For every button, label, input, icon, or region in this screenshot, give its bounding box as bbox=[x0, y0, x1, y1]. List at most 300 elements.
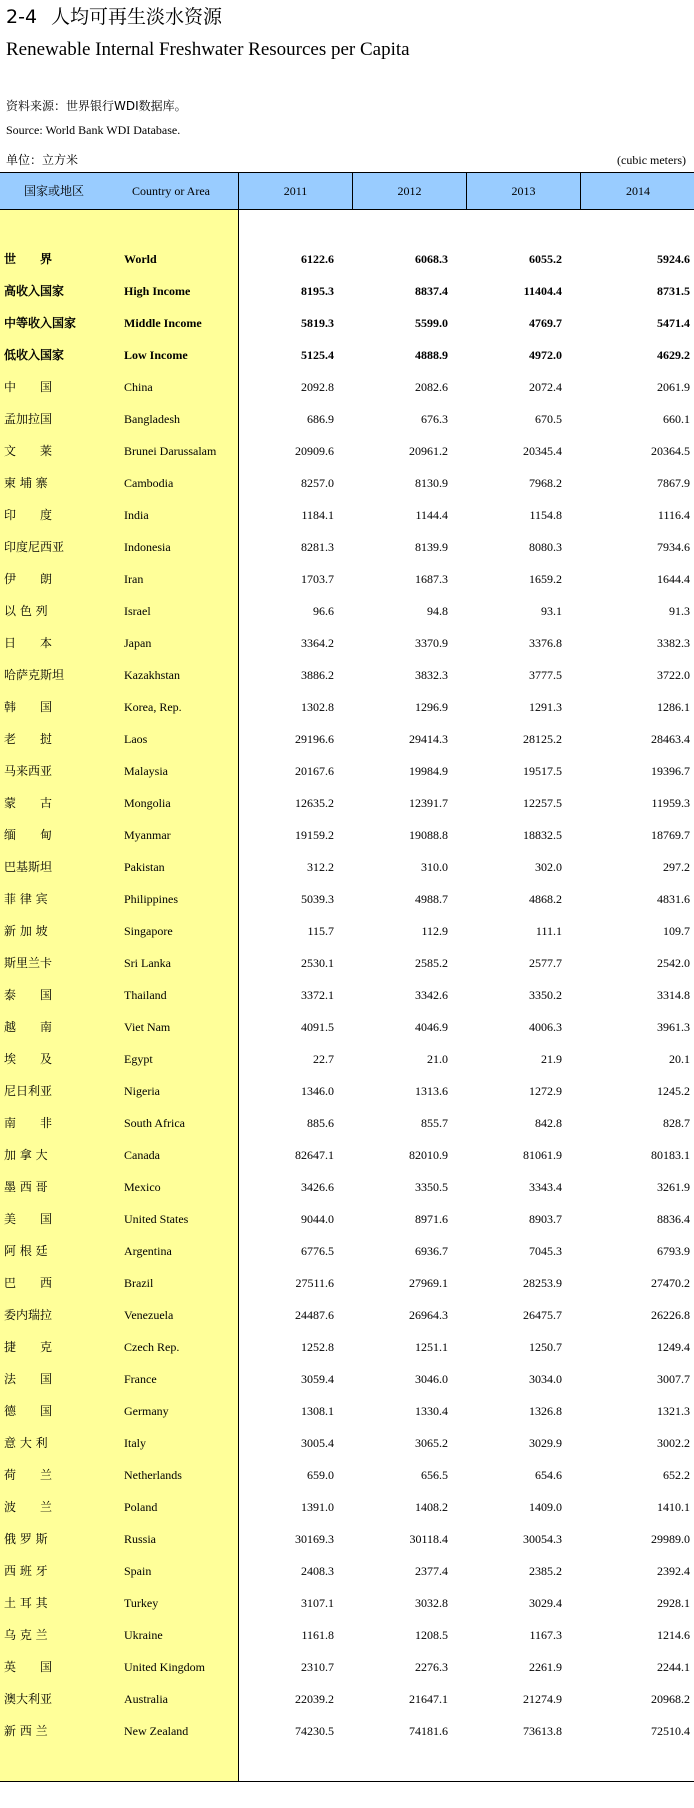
source-note-en: Source: World Bank WDI Database. bbox=[6, 123, 181, 137]
value-2013: 21.9 bbox=[541, 1052, 562, 1066]
table-row bbox=[0, 755, 694, 787]
value-2011: 3886.2 bbox=[301, 668, 334, 682]
country-name-cn: 伊 朗 bbox=[4, 572, 53, 586]
table-row bbox=[0, 243, 694, 275]
table-row bbox=[0, 787, 694, 819]
value-2011: 885.6 bbox=[307, 1116, 334, 1130]
table-row bbox=[0, 1139, 694, 1171]
value-2012: 3350.5 bbox=[415, 1180, 448, 1194]
table-row bbox=[0, 947, 694, 979]
value-2014: 18769.7 bbox=[651, 828, 690, 842]
value-2012: 8837.4 bbox=[415, 284, 448, 298]
value-2012: 8130.9 bbox=[415, 476, 448, 490]
country-name-cn: 中 国 bbox=[4, 380, 53, 394]
value-2013: 81061.9 bbox=[523, 1148, 562, 1162]
country-name-en: Egypt bbox=[124, 1052, 153, 1066]
table-body bbox=[0, 243, 694, 1747]
value-2013: 4868.2 bbox=[529, 892, 562, 906]
value-2013: 3029.4 bbox=[529, 1596, 562, 1610]
value-2014: 29989.0 bbox=[651, 1532, 690, 1546]
value-2012: 8139.9 bbox=[415, 540, 448, 554]
country-name-en: Venezuela bbox=[124, 1308, 174, 1322]
value-2014: 8731.5 bbox=[657, 284, 690, 298]
value-2014: 3007.7 bbox=[657, 1372, 690, 1386]
country-name-cn: 捷 克 bbox=[4, 1340, 53, 1354]
value-2013: 30054.3 bbox=[523, 1532, 562, 1546]
value-2014: 5471.4 bbox=[657, 316, 690, 330]
country-name-en: Netherlands bbox=[124, 1468, 182, 1482]
country-name-en: Nigeria bbox=[124, 1084, 160, 1098]
value-2011: 22.7 bbox=[313, 1052, 334, 1066]
value-2014: 109.7 bbox=[663, 924, 690, 938]
value-2013: 21274.9 bbox=[523, 1692, 562, 1706]
country-name-en: Bangladesh bbox=[124, 412, 180, 426]
value-2014: 3314.8 bbox=[657, 988, 690, 1002]
country-name-en: Kazakhstan bbox=[124, 668, 180, 682]
country-name-cn: 荷 兰 bbox=[4, 1468, 53, 1482]
country-name-en: Brunei Darussalam bbox=[124, 444, 217, 458]
value-2012: 21.0 bbox=[427, 1052, 448, 1066]
country-name-en: India bbox=[124, 508, 149, 522]
country-name-cn: 南 非 bbox=[4, 1116, 53, 1130]
country-name-cn: 世 界 bbox=[4, 252, 53, 266]
value-2011: 6122.6 bbox=[301, 252, 334, 266]
value-2012: 1296.9 bbox=[415, 700, 448, 714]
value-2014: 3002.2 bbox=[657, 1436, 690, 1450]
value-2013: 8080.3 bbox=[529, 540, 562, 554]
table-row bbox=[0, 1395, 694, 1427]
country-name-cn: 尼日利亚 bbox=[4, 1084, 53, 1098]
value-2014: 28463.4 bbox=[651, 732, 690, 746]
table-row bbox=[0, 1491, 694, 1523]
value-2011: 115.7 bbox=[307, 924, 334, 938]
data-table bbox=[0, 172, 694, 1782]
country-name-en: New Zealand bbox=[124, 1724, 189, 1738]
table-row bbox=[0, 1363, 694, 1395]
value-2011: 29196.6 bbox=[295, 732, 334, 746]
value-2012: 2082.6 bbox=[415, 380, 448, 394]
value-2012: 3065.2 bbox=[415, 1436, 448, 1450]
value-2012: 5599.0 bbox=[415, 316, 448, 330]
value-2014: 20968.2 bbox=[651, 1692, 690, 1706]
country-name-en: United States bbox=[124, 1212, 189, 1226]
value-2012: 30118.4 bbox=[409, 1532, 448, 1546]
table-row bbox=[0, 1619, 694, 1651]
value-2011: 8281.3 bbox=[301, 540, 334, 554]
value-2012: 112.9 bbox=[421, 924, 448, 938]
table-number: 2-4 bbox=[6, 6, 38, 28]
value-2013: 670.5 bbox=[535, 412, 562, 426]
value-2014: 6793.9 bbox=[657, 1244, 690, 1258]
country-name-cn: 蒙 古 bbox=[4, 796, 53, 810]
country-name-en: Czech Rep. bbox=[124, 1340, 180, 1354]
value-2012: 3046.0 bbox=[415, 1372, 448, 1386]
table-row bbox=[0, 723, 694, 755]
country-name-en: Philippines bbox=[124, 892, 179, 906]
header-country-en: Country or Area bbox=[132, 184, 210, 198]
value-2013: 842.8 bbox=[535, 1116, 562, 1130]
country-name-en: Germany bbox=[124, 1404, 169, 1418]
value-2012: 1313.6 bbox=[415, 1084, 448, 1098]
value-2012: 3342.6 bbox=[415, 988, 448, 1002]
value-2013: 6055.2 bbox=[529, 252, 562, 266]
table-row bbox=[0, 883, 694, 915]
value-2011: 96.6 bbox=[313, 604, 334, 618]
country-name-cn: 阿 根 廷 bbox=[4, 1244, 48, 1258]
country-name-cn: 新 加 坡 bbox=[4, 924, 48, 938]
value-2011: 8257.0 bbox=[301, 476, 334, 490]
value-2014: 2392.4 bbox=[657, 1564, 690, 1578]
country-name-en: United Kingdom bbox=[124, 1660, 205, 1674]
value-2013: 1326.8 bbox=[529, 1404, 562, 1418]
value-2011: 4091.5 bbox=[301, 1020, 334, 1034]
table-row bbox=[0, 627, 694, 659]
value-2014: 20364.5 bbox=[651, 444, 690, 458]
country-name-cn: 越 南 bbox=[4, 1020, 53, 1034]
value-2011: 659.0 bbox=[307, 1468, 334, 1482]
table-row bbox=[0, 1267, 694, 1299]
value-2014: 1286.1 bbox=[657, 700, 690, 714]
value-2011: 5039.3 bbox=[301, 892, 334, 906]
table-row bbox=[0, 307, 694, 339]
value-2012: 74181.6 bbox=[409, 1724, 448, 1738]
country-name-en: Indonesia bbox=[124, 540, 171, 554]
value-2011: 20167.6 bbox=[295, 764, 334, 778]
country-name-cn: 埃 及 bbox=[4, 1052, 53, 1066]
value-2014: 2061.9 bbox=[657, 380, 690, 394]
table-row bbox=[0, 1203, 694, 1235]
value-2013: 1291.3 bbox=[529, 700, 562, 714]
value-2013: 3343.4 bbox=[529, 1180, 562, 1194]
value-2013: 7968.2 bbox=[529, 476, 562, 490]
value-2013: 4972.0 bbox=[529, 348, 562, 362]
country-name-cn: 西 班 牙 bbox=[4, 1564, 48, 1578]
table-row bbox=[0, 1523, 694, 1555]
table-row bbox=[0, 979, 694, 1011]
value-2013: 1409.0 bbox=[529, 1500, 562, 1514]
value-2012: 94.8 bbox=[427, 604, 448, 618]
value-2013: 3376.8 bbox=[529, 636, 562, 650]
value-2014: 828.7 bbox=[663, 1116, 690, 1130]
value-2012: 12391.7 bbox=[409, 796, 448, 810]
table-row bbox=[0, 403, 694, 435]
country-name-cn: 乌 克 兰 bbox=[4, 1628, 48, 1642]
value-2011: 3364.2 bbox=[301, 636, 334, 650]
value-2013: 654.6 bbox=[535, 1468, 562, 1482]
country-name-en: China bbox=[124, 380, 153, 394]
value-2013: 3029.9 bbox=[529, 1436, 562, 1450]
header-year-2014: 2014 bbox=[580, 173, 694, 209]
country-name-cn: 孟加拉国 bbox=[4, 412, 53, 426]
value-2013: 12257.5 bbox=[523, 796, 562, 810]
value-2011: 12635.2 bbox=[295, 796, 334, 810]
value-2014: 1410.1 bbox=[657, 1500, 690, 1514]
value-2013: 4006.3 bbox=[529, 1020, 562, 1034]
value-2012: 26964.3 bbox=[409, 1308, 448, 1322]
value-2012: 8971.6 bbox=[415, 1212, 448, 1226]
table-row bbox=[0, 1107, 694, 1139]
table-row bbox=[0, 1299, 694, 1331]
value-2014: 3261.9 bbox=[657, 1180, 690, 1194]
value-2014: 3382.3 bbox=[657, 636, 690, 650]
country-name-cn: 新 西 兰 bbox=[4, 1724, 48, 1738]
table-row bbox=[0, 1043, 694, 1075]
value-2012: 1144.4 bbox=[415, 508, 448, 522]
value-2012: 2377.4 bbox=[415, 1564, 448, 1578]
value-2011: 1252.8 bbox=[301, 1340, 334, 1354]
table-row bbox=[0, 1331, 694, 1363]
value-2014: 660.1 bbox=[663, 412, 690, 426]
country-name-cn: 波 兰 bbox=[4, 1500, 53, 1514]
value-2013: 28253.9 bbox=[523, 1276, 562, 1290]
country-name-cn: 中等收入国家 bbox=[4, 316, 77, 330]
page-title-cn bbox=[6, 4, 222, 30]
value-2013: 2577.7 bbox=[529, 956, 562, 970]
value-2012: 1687.3 bbox=[415, 572, 448, 586]
table-row bbox=[0, 1075, 694, 1107]
value-2013: 7045.3 bbox=[529, 1244, 562, 1258]
country-name-cn: 缅 甸 bbox=[4, 828, 53, 842]
header-year-2011: 2011 bbox=[238, 173, 352, 209]
country-name-cn: 高收入国家 bbox=[4, 284, 65, 298]
value-2014: 652.2 bbox=[663, 1468, 690, 1482]
value-2013: 19517.5 bbox=[523, 764, 562, 778]
table-row bbox=[0, 691, 694, 723]
country-name-cn: 英 国 bbox=[4, 1660, 53, 1674]
country-name-cn: 马来西亚 bbox=[4, 764, 53, 778]
value-2013: 1167.3 bbox=[529, 1628, 562, 1642]
value-2013: 1250.7 bbox=[529, 1340, 562, 1354]
table-row bbox=[0, 915, 694, 947]
country-name-en: France bbox=[124, 1372, 157, 1386]
value-2014: 7934.6 bbox=[657, 540, 690, 554]
value-2011: 1703.7 bbox=[301, 572, 334, 586]
country-name-en: Italy bbox=[124, 1436, 146, 1450]
country-name-cn: 韩 国 bbox=[4, 700, 53, 714]
value-2014: 19396.7 bbox=[651, 764, 690, 778]
value-2014: 3961.3 bbox=[657, 1020, 690, 1034]
value-2013: 26475.7 bbox=[523, 1308, 562, 1322]
value-2011: 22039.2 bbox=[295, 1692, 334, 1706]
value-2012: 310.0 bbox=[421, 860, 448, 874]
value-2011: 3005.4 bbox=[301, 1436, 334, 1450]
country-name-en: Malaysia bbox=[124, 764, 168, 778]
value-2012: 4888.9 bbox=[415, 348, 448, 362]
value-2014: 1116.4 bbox=[657, 508, 690, 522]
value-2011: 27511.6 bbox=[295, 1276, 334, 1290]
country-name-cn: 巴基斯坦 bbox=[4, 860, 53, 874]
value-2012: 3370.9 bbox=[415, 636, 448, 650]
value-2014: 3722.0 bbox=[657, 668, 690, 682]
country-name-cn: 老 挝 bbox=[4, 732, 53, 746]
value-2013: 2072.4 bbox=[529, 380, 562, 394]
value-2013: 1272.9 bbox=[529, 1084, 562, 1098]
country-name-en: Canada bbox=[124, 1148, 160, 1162]
value-2014: 11959.3 bbox=[651, 796, 690, 810]
value-2013: 18832.5 bbox=[523, 828, 562, 842]
value-2012: 2276.3 bbox=[415, 1660, 448, 1674]
value-2011: 8195.3 bbox=[301, 284, 334, 298]
country-name-en: South Africa bbox=[124, 1116, 185, 1130]
value-2011: 24487.6 bbox=[295, 1308, 334, 1322]
value-2011: 312.2 bbox=[307, 860, 334, 874]
value-2012: 4046.9 bbox=[415, 1020, 448, 1034]
country-name-en: Iran bbox=[124, 572, 144, 586]
country-name-en: Myanmar bbox=[124, 828, 171, 842]
value-2011: 686.9 bbox=[307, 412, 334, 426]
value-2011: 30169.3 bbox=[295, 1532, 334, 1546]
table-row bbox=[0, 1555, 694, 1587]
value-2013: 302.0 bbox=[535, 860, 562, 874]
value-2014: 4831.6 bbox=[657, 892, 690, 906]
value-2013: 11404.4 bbox=[523, 284, 562, 298]
table-row bbox=[0, 371, 694, 403]
country-name-cn: 加 拿 大 bbox=[4, 1148, 48, 1162]
value-2012: 855.7 bbox=[421, 1116, 448, 1130]
value-2012: 1208.5 bbox=[415, 1628, 448, 1642]
value-2012: 4988.7 bbox=[415, 892, 448, 906]
value-2011: 3107.1 bbox=[301, 1596, 334, 1610]
value-2013: 2385.2 bbox=[529, 1564, 562, 1578]
country-name-en: Japan bbox=[124, 636, 152, 650]
table-row bbox=[0, 659, 694, 691]
value-2012: 82010.9 bbox=[409, 1148, 448, 1162]
value-2014: 1644.4 bbox=[657, 572, 690, 586]
value-2014: 27470.2 bbox=[651, 1276, 690, 1290]
value-2014: 80183.1 bbox=[651, 1148, 690, 1162]
value-2014: 1245.2 bbox=[657, 1084, 690, 1098]
country-name-cn: 巴 西 bbox=[4, 1276, 53, 1290]
table-row bbox=[0, 1651, 694, 1683]
value-2014: 4629.2 bbox=[657, 348, 690, 362]
country-name-en: Cambodia bbox=[124, 476, 174, 490]
value-2012: 20961.2 bbox=[409, 444, 448, 458]
value-2011: 3426.6 bbox=[301, 1180, 334, 1194]
table-row bbox=[0, 275, 694, 307]
country-name-en: Laos bbox=[124, 732, 148, 746]
value-2013: 93.1 bbox=[541, 604, 562, 618]
value-2012: 3832.3 bbox=[415, 668, 448, 682]
country-name-en: Low Income bbox=[124, 348, 188, 362]
value-2014: 20.1 bbox=[669, 1052, 690, 1066]
value-2012: 1330.4 bbox=[415, 1404, 448, 1418]
value-2011: 20909.6 bbox=[295, 444, 334, 458]
value-2011: 82647.1 bbox=[295, 1148, 334, 1162]
country-name-en: World bbox=[124, 252, 157, 266]
table-row bbox=[0, 819, 694, 851]
country-name-cn: 菲 律 宾 bbox=[4, 892, 48, 906]
country-name-en: Mexico bbox=[124, 1180, 161, 1194]
value-2011: 2530.1 bbox=[301, 956, 334, 970]
value-2011: 1184.1 bbox=[301, 508, 334, 522]
country-name-cn: 日 本 bbox=[4, 636, 53, 650]
table-row bbox=[0, 435, 694, 467]
value-2013: 3350.2 bbox=[529, 988, 562, 1002]
country-name-en: Thailand bbox=[124, 988, 167, 1002]
country-name-cn: 土 耳 其 bbox=[4, 1596, 48, 1610]
country-name-cn: 哈萨克斯坦 bbox=[4, 668, 65, 682]
value-2012: 2585.2 bbox=[415, 956, 448, 970]
title-cn-text: 人均可再生淡水资源 bbox=[51, 6, 223, 28]
value-2011: 5125.4 bbox=[301, 348, 334, 362]
value-2011: 6776.5 bbox=[301, 1244, 334, 1258]
value-2014: 2244.1 bbox=[657, 1660, 690, 1674]
value-2014: 1321.3 bbox=[657, 1404, 690, 1418]
header-year-2012: 2012 bbox=[352, 173, 466, 209]
value-2014: 91.3 bbox=[669, 604, 690, 618]
country-name-cn: 委内瑞拉 bbox=[4, 1308, 53, 1322]
table-row bbox=[0, 467, 694, 499]
value-2013: 3777.5 bbox=[529, 668, 562, 682]
country-name-en: Brazil bbox=[124, 1276, 154, 1290]
value-2011: 5819.3 bbox=[301, 316, 334, 330]
value-2011: 9044.0 bbox=[301, 1212, 334, 1226]
country-name-cn: 印度尼西亚 bbox=[4, 540, 65, 554]
country-name-en: Mongolia bbox=[124, 796, 171, 810]
table-row bbox=[0, 1171, 694, 1203]
value-2011: 3059.4 bbox=[301, 1372, 334, 1386]
country-name-en: Pakistan bbox=[124, 860, 165, 874]
value-2011: 2310.7 bbox=[301, 1660, 334, 1674]
value-2012: 21647.1 bbox=[409, 1692, 448, 1706]
value-2014: 297.2 bbox=[663, 860, 690, 874]
value-2013: 28125.2 bbox=[523, 732, 562, 746]
value-2014: 2928.1 bbox=[657, 1596, 690, 1610]
value-2011: 1391.0 bbox=[301, 1500, 334, 1514]
table-row bbox=[0, 1427, 694, 1459]
header-year-2013: 2013 bbox=[466, 173, 580, 209]
country-name-cn: 意 大 利 bbox=[4, 1436, 48, 1450]
unit-label-en: (cubic meters) bbox=[617, 153, 686, 167]
country-name-cn: 低收入国家 bbox=[4, 348, 65, 362]
value-2011: 1346.0 bbox=[301, 1084, 334, 1098]
value-2012: 6936.7 bbox=[415, 1244, 448, 1258]
value-2013: 1659.2 bbox=[529, 572, 562, 586]
value-2013: 1154.8 bbox=[529, 508, 562, 522]
value-2012: 1251.1 bbox=[415, 1340, 448, 1354]
table-row bbox=[0, 1587, 694, 1619]
country-name-en: Sri Lanka bbox=[124, 956, 171, 970]
value-2011: 2408.3 bbox=[301, 1564, 334, 1578]
value-2014: 2542.0 bbox=[657, 956, 690, 970]
value-2014: 7867.9 bbox=[657, 476, 690, 490]
value-2011: 19159.2 bbox=[295, 828, 334, 842]
value-2012: 1408.2 bbox=[415, 1500, 448, 1514]
country-name-en: Spain bbox=[124, 1564, 152, 1578]
country-name-en: Turkey bbox=[124, 1596, 159, 1610]
country-name-en: Viet Nam bbox=[124, 1020, 171, 1034]
country-name-cn: 俄 罗 斯 bbox=[4, 1532, 48, 1546]
value-2014: 72510.4 bbox=[651, 1724, 690, 1738]
value-2012: 27969.1 bbox=[409, 1276, 448, 1290]
country-name-cn: 德 国 bbox=[4, 1404, 53, 1418]
value-2014: 1214.6 bbox=[657, 1628, 690, 1642]
value-2012: 6068.3 bbox=[415, 252, 448, 266]
value-2012: 676.3 bbox=[421, 412, 448, 426]
country-name-cn: 柬 埔 寨 bbox=[4, 476, 48, 490]
value-2012: 29414.3 bbox=[409, 732, 448, 746]
table-row bbox=[0, 339, 694, 371]
country-name-en: Argentina bbox=[124, 1244, 172, 1258]
country-name-cn: 文 莱 bbox=[4, 444, 53, 458]
country-name-cn: 美 国 bbox=[4, 1212, 53, 1226]
country-name-en: Russia bbox=[124, 1532, 157, 1546]
value-2013: 3034.0 bbox=[529, 1372, 562, 1386]
table-header bbox=[0, 173, 694, 210]
table-row bbox=[0, 1235, 694, 1267]
value-2013: 8903.7 bbox=[529, 1212, 562, 1226]
value-2012: 3032.8 bbox=[415, 1596, 448, 1610]
